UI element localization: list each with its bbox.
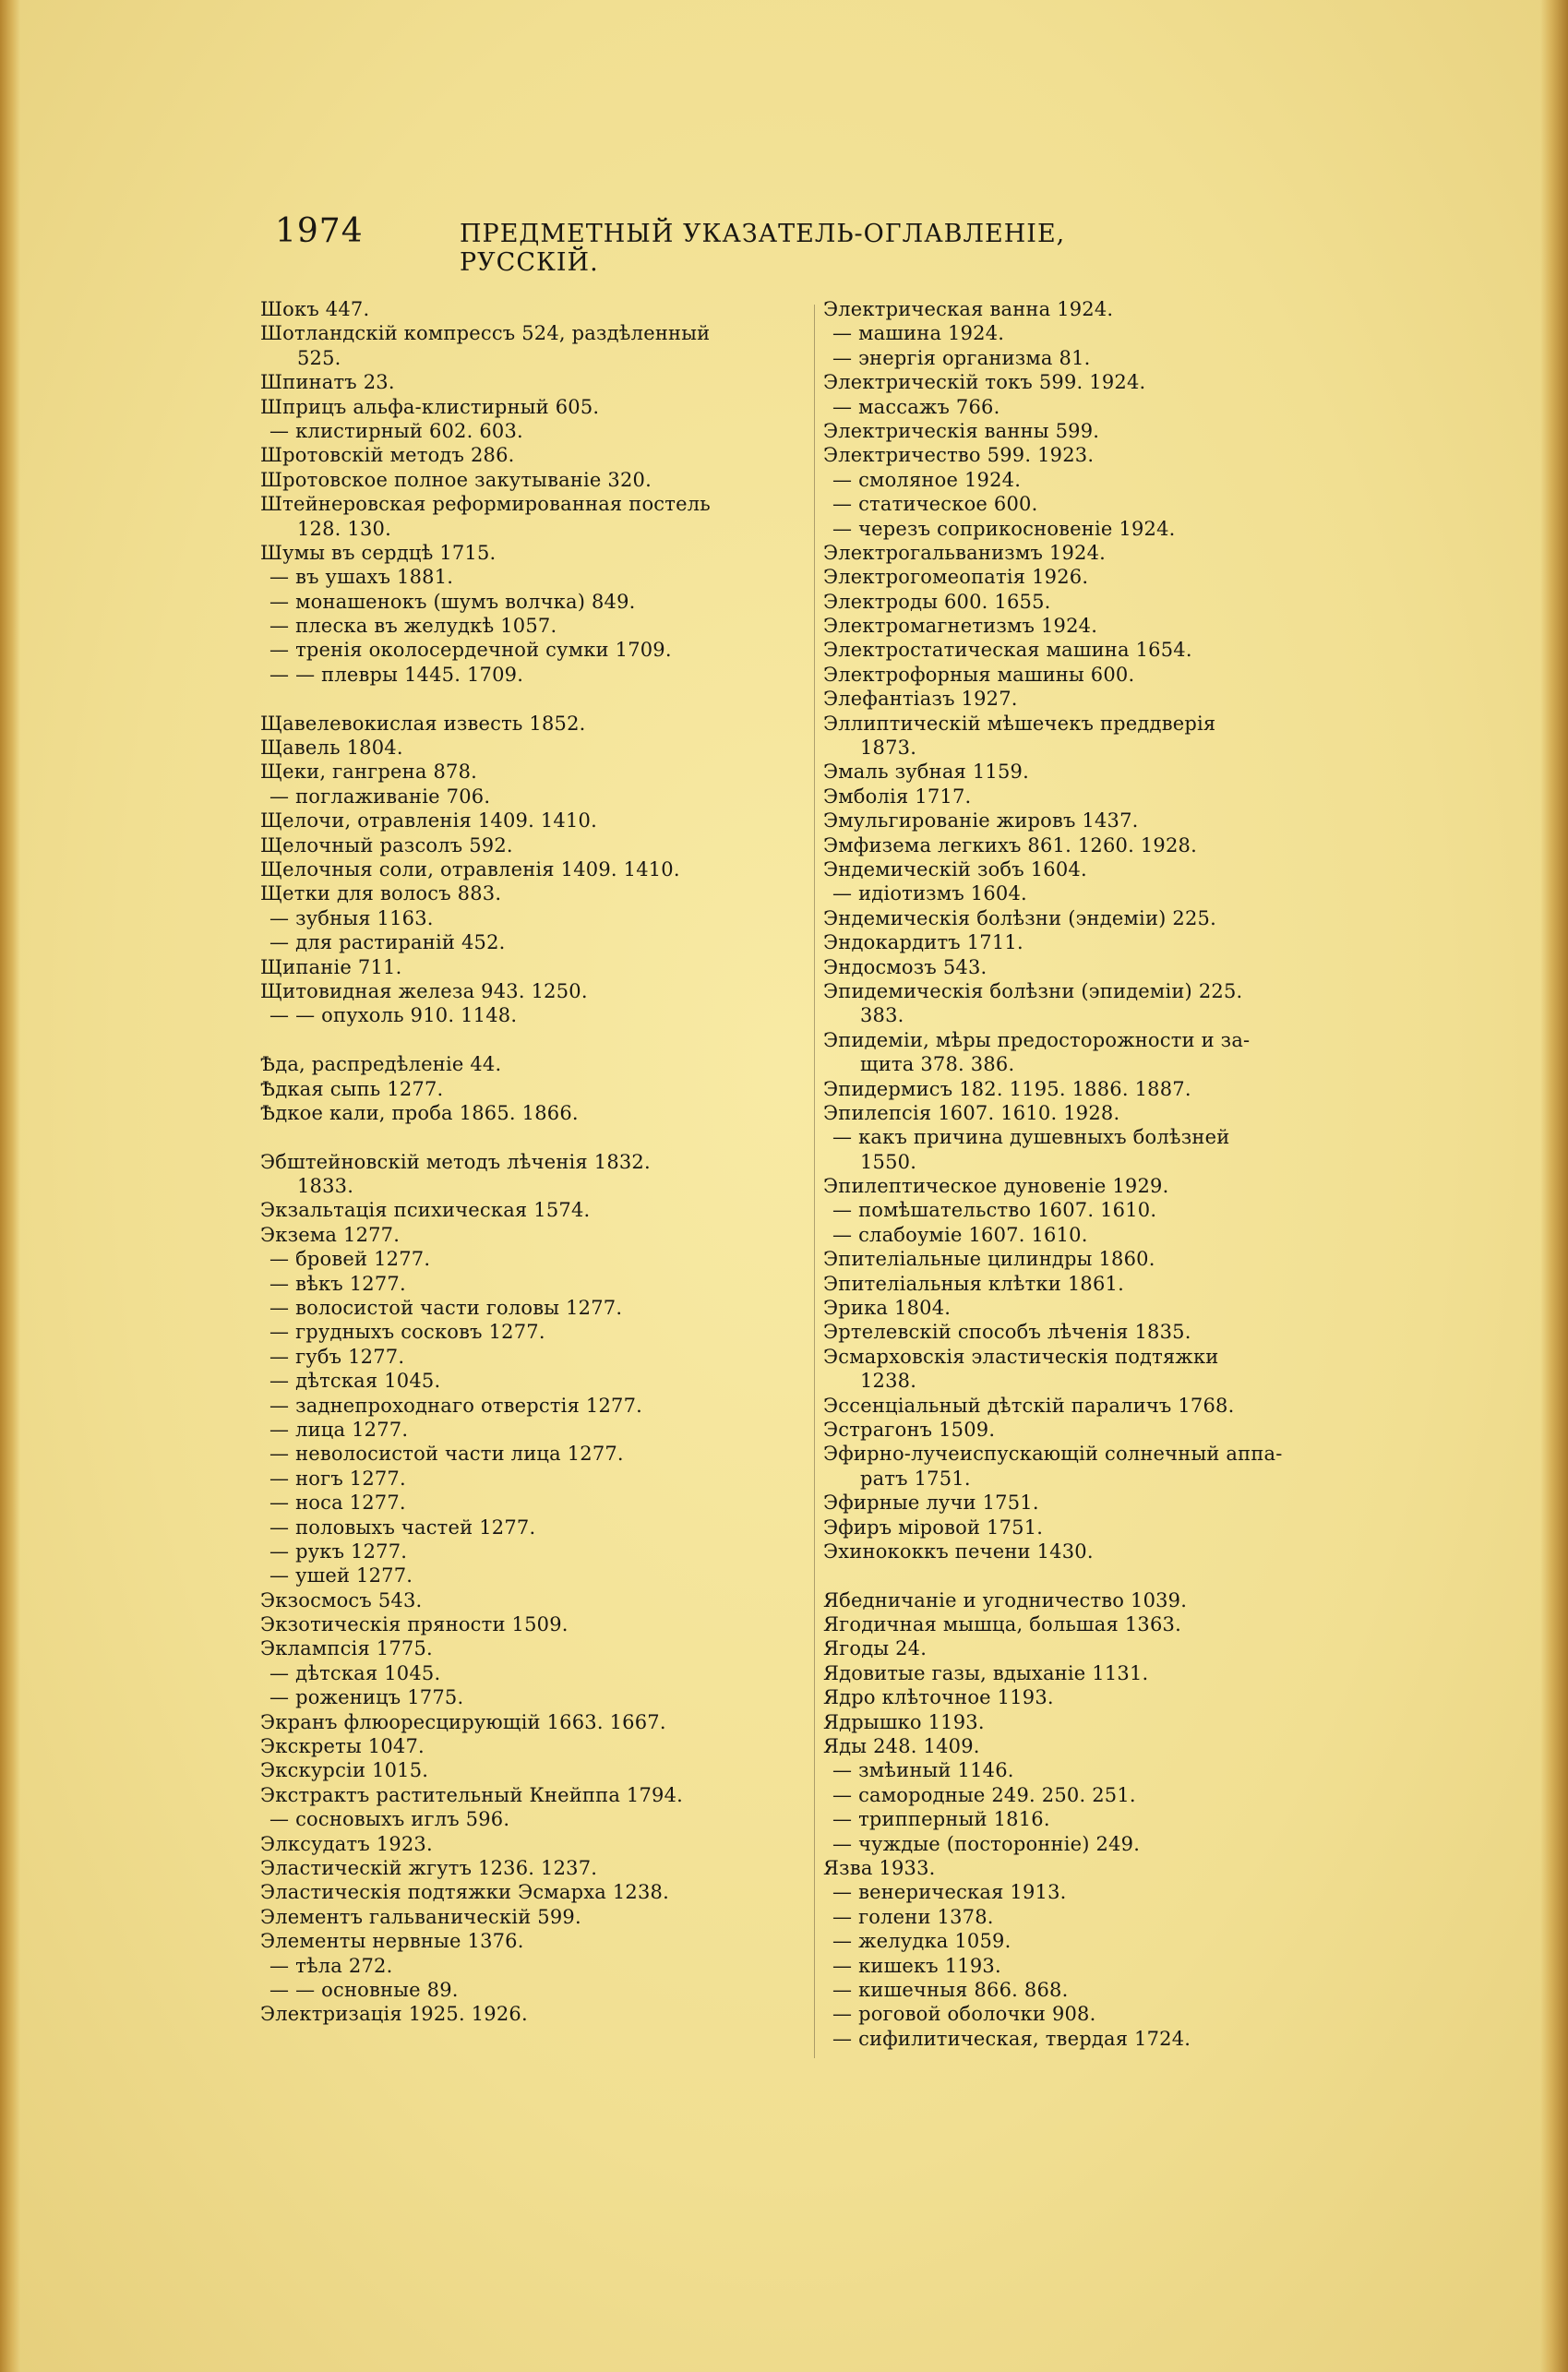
index-subentry: — змѣиный 1146. bbox=[832, 1759, 1014, 1782]
index-entry: Шротовскій методъ 286. bbox=[260, 444, 515, 467]
page-edge-left bbox=[0, 0, 20, 2372]
index-entry: Элементы нервные 1376. bbox=[260, 1930, 524, 1953]
index-entry: Эпидемическія болѣзни (эпидеміи) 225. bbox=[823, 979, 1243, 1002]
index-entry: Электромагнетизмъ 1924. bbox=[823, 615, 1098, 638]
index-entry: Штейнеровская реформированная постель bbox=[260, 493, 711, 516]
index-entry: Эндокардитъ 1711. bbox=[823, 931, 1023, 954]
index-entry: Экстрактъ растительный Кнейппа 1794. bbox=[260, 1783, 684, 1806]
column-divider bbox=[814, 305, 815, 2058]
index-entry: Электрическія ванны 599. bbox=[823, 419, 1100, 442]
index-entry: Щелочныя соли, отравленія 1409. 1410. bbox=[260, 857, 680, 881]
index-entry: Эпителіальныя клѣтки 1861. bbox=[823, 1272, 1124, 1295]
index-entry: Эмаль зубная 1159. bbox=[823, 761, 1029, 784]
index-subentry: — сосновыхъ иглъ 596. bbox=[269, 1808, 510, 1831]
index-entry: Эпилептическое дуновеніе 1929. bbox=[823, 1175, 1169, 1198]
index-subentry: — статическое 600. bbox=[832, 493, 1038, 516]
index-subentry: — — плевры 1445. 1709. bbox=[269, 663, 524, 686]
index-subentry: — зубныя 1163. bbox=[269, 906, 434, 929]
index-subentry: — роговой оболочки 908. bbox=[832, 2003, 1096, 2026]
index-entry: Эпидеміи, мѣры предосторожности и за- bbox=[823, 1028, 1251, 1051]
index-subentry: — роженицъ 1775. bbox=[269, 1686, 464, 1709]
index-entry: Щетки для волосъ 883. bbox=[260, 882, 502, 905]
index-entry: Эмфизема легкихъ 861. 1260. 1928. bbox=[823, 833, 1197, 857]
index-entry: Эллиптическій мѣшечекъ преддверія bbox=[823, 712, 1216, 735]
index-entry: Ягодичная мышца, большая 1363. bbox=[823, 1613, 1181, 1636]
index-entry: Ѣдкая сыпь 1277. bbox=[260, 1077, 444, 1100]
index-entry: Эмульгированіе жировъ 1437. bbox=[823, 809, 1139, 833]
index-subentry: — вѣкъ 1277. bbox=[269, 1272, 406, 1295]
index-entry: Эртелевскій способъ лѣченія 1835. bbox=[823, 1321, 1191, 1344]
index-entry: Щавель 1804. bbox=[260, 737, 403, 760]
index-column-right bbox=[823, 297, 1363, 2051]
index-entry-continuation: 1873. bbox=[860, 737, 917, 760]
index-entry-continuation: 525. bbox=[297, 346, 341, 369]
index-subentry: — монашенокъ (шумъ волчка) 849. bbox=[269, 590, 636, 613]
index-entry: Электрическій токъ 599. 1924. bbox=[823, 371, 1146, 394]
index-entry: Эсмарховскія эластическія подтяжки bbox=[823, 1345, 1219, 1368]
index-entry: Эфирно-лучеиспускающій солнечный аппа- bbox=[823, 1443, 1283, 1466]
index-subentry: — сифилитическая, твердая 1724. bbox=[832, 2027, 1191, 2050]
index-entry: Шокъ 447. bbox=[260, 298, 370, 320]
index-entry: Электричество 599. 1923. bbox=[823, 444, 1095, 467]
index-subentry: — кишечныя 866. 868. bbox=[832, 1978, 1069, 2001]
index-subentry: — тренія околосердечной сумки 1709. bbox=[269, 639, 672, 662]
index-subentry: — желудка 1059. bbox=[832, 1930, 1011, 1953]
index-column-left bbox=[260, 297, 807, 2027]
index-entry: Электрогомеопатія 1926. bbox=[823, 566, 1089, 589]
index-entry: Эрика 1804. bbox=[823, 1297, 952, 1320]
index-entry: Электризація 1925. 1926. bbox=[260, 2003, 528, 2026]
index-subentry: — половыхъ частей 1277. bbox=[269, 1515, 536, 1539]
index-subentry: — тѣла 272. bbox=[269, 1954, 393, 1977]
index-subentry: — — опухоль 910. 1148. bbox=[269, 1004, 518, 1027]
index-subentry: — машина 1924. bbox=[832, 322, 1005, 345]
index-subentry: — для растираній 452. bbox=[269, 931, 506, 954]
index-entry: Щитовидная железа 943. 1250. bbox=[260, 979, 588, 1002]
index-entry: Элементъ гальваническій 599. bbox=[260, 1905, 581, 1928]
index-entry: Экзальтація психическая 1574. bbox=[260, 1199, 591, 1222]
index-subentry: — слабоуміе 1607. 1610. bbox=[832, 1223, 1088, 1246]
index-subentry: — чуждые (посторонніе) 249. bbox=[832, 1832, 1141, 1855]
index-entry: Экранъ флюоресцирующій 1663. 1667. bbox=[260, 1710, 666, 1733]
index-subentry: — плеска въ желудкѣ 1057. bbox=[269, 615, 557, 638]
index-entry: Эпителіальные цилиндры 1860. bbox=[823, 1248, 1155, 1271]
index-subentry: — какъ причина душевныхъ болѣзней bbox=[832, 1126, 1230, 1149]
index-entry-continuation: 1833. bbox=[297, 1175, 354, 1198]
index-subentry: — смоляное 1924. bbox=[832, 468, 1022, 491]
index-subentry: — губъ 1277. bbox=[269, 1345, 405, 1368]
section-gap bbox=[260, 1125, 807, 1149]
index-subentry: — черезъ соприкосновеніе 1924. bbox=[832, 517, 1176, 540]
section-gap bbox=[260, 1028, 807, 1052]
index-entry: Эфиръ міровой 1751. bbox=[823, 1515, 1044, 1539]
index-entry: Щелочный разсолъ 592. bbox=[260, 833, 513, 857]
index-entry: Экзема 1277. bbox=[260, 1223, 401, 1246]
index-entry: Ягоды 24. bbox=[823, 1637, 928, 1660]
index-entry: Шотландскій компрессъ 524, раздѣленный bbox=[260, 322, 711, 345]
index-entry: Эластическій жгутъ 1236. 1237. bbox=[260, 1857, 598, 1879]
index-entry: Шумы въ сердцѣ 1715. bbox=[260, 541, 497, 564]
index-subentry: — ногъ 1277. bbox=[269, 1467, 406, 1490]
index-entry: Ябедничаніе и угодничество 1039. bbox=[823, 1588, 1188, 1611]
index-entry: Эссенціальный дѣтскій параличъ 1768. bbox=[823, 1394, 1235, 1417]
index-entry: Щелочи, отравленія 1409. 1410. bbox=[260, 809, 597, 833]
index-entry: Экскреты 1047. bbox=[260, 1735, 425, 1758]
index-entry-continuation: 1550. bbox=[860, 1150, 917, 1173]
index-subentry: — помѣшательство 1607. 1610. bbox=[832, 1199, 1157, 1222]
index-entry: Эпидермисъ 182. 1195. 1886. 1887. bbox=[823, 1077, 1191, 1100]
index-entry: Эбштейновскій методъ лѣченія 1832. bbox=[260, 1150, 651, 1173]
index-subentry: — рукъ 1277. bbox=[269, 1539, 408, 1563]
index-subentry: — самородные 249. 250. 251. bbox=[832, 1783, 1136, 1806]
index-entry: Эмболія 1717. bbox=[823, 785, 972, 808]
index-subentry: — дѣтская 1045. bbox=[269, 1370, 441, 1393]
index-entry: Электрогальванизмъ 1924. bbox=[823, 541, 1107, 564]
index-subentry: — носа 1277. bbox=[269, 1491, 406, 1515]
index-entry-continuation: 1238. bbox=[860, 1370, 917, 1393]
index-entry: Электрофорныя машины 600. bbox=[823, 663, 1135, 686]
index-entry: Экзотическія пряности 1509. bbox=[260, 1613, 569, 1636]
index-subentry: — волосистой части головы 1277. bbox=[269, 1297, 623, 1320]
index-entry: Элефантіазъ 1927. bbox=[823, 688, 1018, 711]
index-entry: Экзосмосъ 543. bbox=[260, 1588, 423, 1611]
index-subentry: — ушей 1277. bbox=[269, 1564, 413, 1587]
index-subentry: — въ ушахъ 1881. bbox=[269, 566, 454, 589]
index-entry: Эндемическій зобъ 1604. bbox=[823, 857, 1087, 881]
index-entry: Эклампсія 1775. bbox=[260, 1637, 433, 1660]
index-entry: Ѣдкое кали, проба 1865. 1866. bbox=[260, 1101, 579, 1124]
index-entry-continuation: 383. bbox=[860, 1004, 904, 1027]
index-entry: Элксудатъ 1923. bbox=[260, 1832, 433, 1855]
page-header bbox=[275, 212, 1161, 277]
index-entry: Эндемическія болѣзни (эндеміи) 225. bbox=[823, 906, 1216, 929]
index-entry: Ѣда, распредѣленіе 44. bbox=[260, 1053, 502, 1076]
index-entry: Ядро клѣточное 1193. bbox=[823, 1686, 1054, 1709]
index-subentry: — грудныхъ сосковъ 1277. bbox=[269, 1321, 545, 1344]
section-gap bbox=[260, 687, 807, 711]
index-entry: Щеки, гангрена 878. bbox=[260, 761, 478, 784]
index-subentry: — дѣтская 1045. bbox=[269, 1661, 441, 1684]
running-title: ПРЕДМЕТНЫЙ УКАЗАТЕЛЬ-ОГЛАВЛЕНІЕ, РУССКІЙ. bbox=[460, 220, 1066, 277]
index-entry: Шприцъ альфа-клистирный 605. bbox=[260, 395, 600, 418]
index-entry-continuation: 128. 130. bbox=[297, 517, 391, 540]
index-entry: Шпинатъ 23. bbox=[260, 371, 395, 394]
index-subentry: — неволосистой части лица 1277. bbox=[269, 1443, 624, 1466]
page-number: 1974 bbox=[275, 212, 364, 250]
index-entry: Эластическія подтяжки Эсмарха 1238. bbox=[260, 1881, 669, 1904]
index-subentry: — лица 1277. bbox=[269, 1418, 409, 1441]
index-entry: Электростатическая машина 1654. bbox=[823, 639, 1192, 662]
index-subentry: — голени 1378. bbox=[832, 1905, 994, 1928]
index-entry: Яды 248. 1409. bbox=[823, 1735, 980, 1758]
index-subentry: — заднепроходнаго отверстія 1277. bbox=[269, 1394, 643, 1417]
index-entry: Щавелевокислая известь 1852. bbox=[260, 712, 586, 735]
index-entry: Язва 1933. bbox=[823, 1857, 936, 1879]
index-subentry: — клистирный 602. 603. bbox=[269, 419, 523, 442]
index-subentry: — бровей 1277. bbox=[269, 1248, 431, 1271]
index-subentry: — энергія организма 81. bbox=[832, 346, 1091, 369]
index-entry: Щипаніе 711. bbox=[260, 955, 402, 978]
index-entry-continuation: щита 378. 386. bbox=[860, 1053, 1015, 1076]
index-entry: Шротовское полное закутываніе 320. bbox=[260, 468, 652, 491]
index-entry: Ядрышко 1193. bbox=[823, 1710, 985, 1733]
index-subentry: — массажъ 766. bbox=[832, 395, 1000, 418]
index-entry: Экскурсіи 1015. bbox=[260, 1759, 429, 1782]
index-entry: Электроды 600. 1655. bbox=[823, 590, 1051, 613]
index-entry: Эндосмозъ 543. bbox=[823, 955, 987, 978]
index-entry: Эстрагонъ 1509. bbox=[823, 1418, 996, 1441]
section-gap bbox=[823, 1563, 1363, 1587]
index-entry: Ядовитые газы, вдыханіе 1131. bbox=[823, 1661, 1149, 1684]
index-entry-continuation: ратъ 1751. bbox=[860, 1467, 971, 1490]
page-edge-right bbox=[1540, 0, 1568, 2372]
index-entry: Электрическая ванна 1924. bbox=[823, 298, 1114, 320]
index-entry: Эхинококкъ печени 1430. bbox=[823, 1539, 1094, 1563]
index-subentry: — поглаживаніе 706. bbox=[269, 785, 491, 808]
index-subentry: — венерическая 1913. bbox=[832, 1881, 1067, 1904]
index-subentry: — — основные 89. bbox=[269, 1978, 459, 2001]
index-subentry: — кишекъ 1193. bbox=[832, 1954, 1001, 1977]
index-entry: Эфирные лучи 1751. bbox=[823, 1491, 1039, 1515]
index-subentry: — идіотизмъ 1604. bbox=[832, 882, 1027, 905]
index-subentry: — трипперный 1816. bbox=[832, 1808, 1050, 1831]
index-entry: Эпилепсія 1607. 1610. 1928. bbox=[823, 1101, 1120, 1124]
